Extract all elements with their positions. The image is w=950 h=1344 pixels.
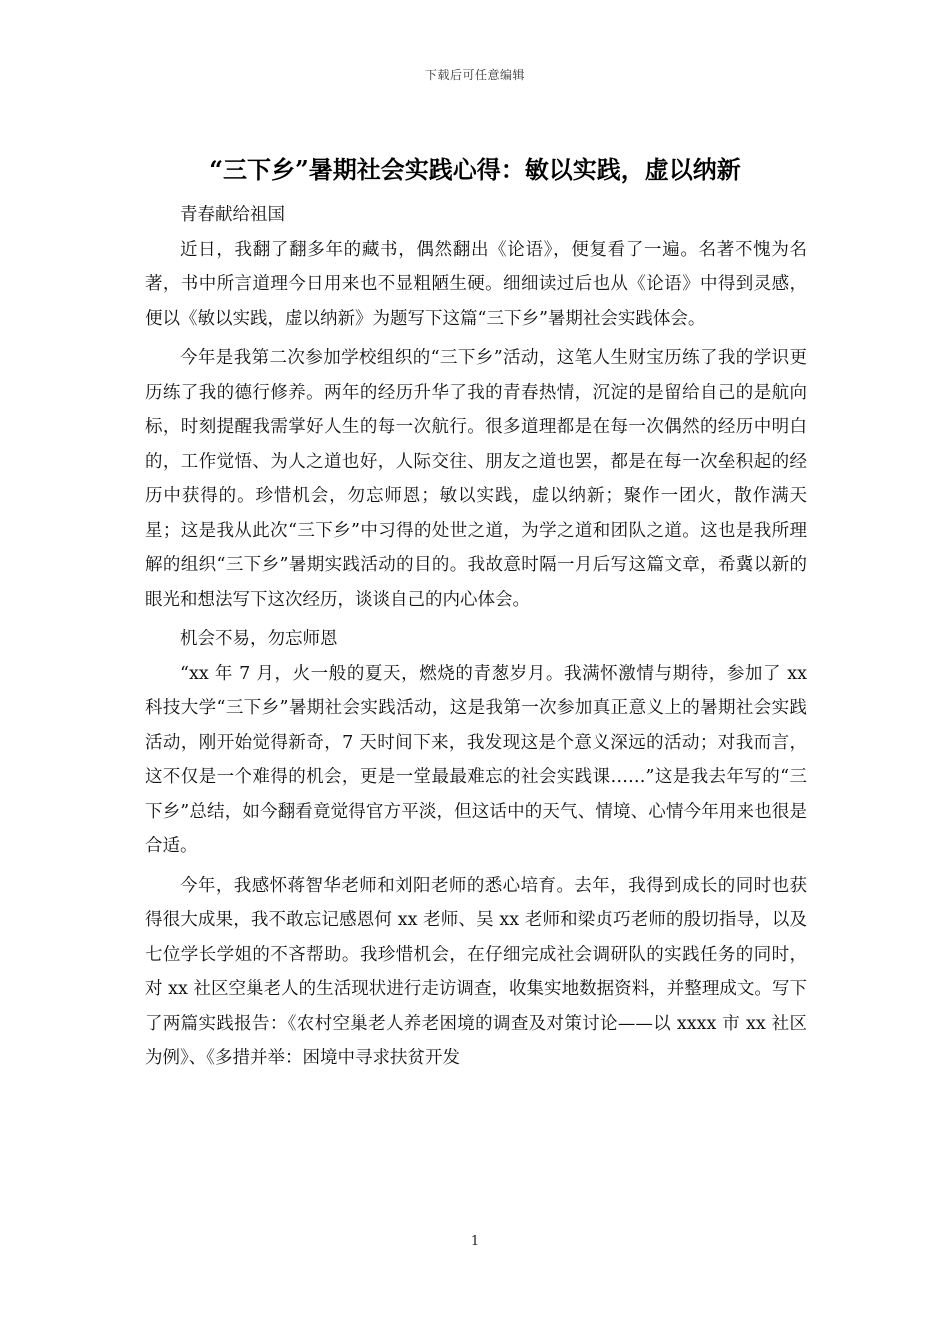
- document-title: “三下乡”暑期社会实践心得：敏以实践，虚以纳新: [209, 155, 741, 184]
- section-heading-youth: 青春献给祖国: [180, 205, 285, 225]
- paragraph-gratitude: 今年，我感怀蒋智华老师和刘阳老师的悉心培育。去年，我得到成长的同时也获得很大成果，我不敢忘记感恩何 xx 老师、吴 xx 老师和梁贞巧老师的殷切指导，以及七位学长学姐的不吝帮助。我珍惜机会，在仔细完成社会调研队的实践任务的同时，对 xx 社区空巢老人的生活现状进行走访调查，收集实地数据资料，并整理成文。写下了两篇实践报告：《农村空巢老人养老困境的调查及对策讨论——以 xxxx 市 xx 社区为例》、《多措并举：困境中寻求扶贫开发: [145, 875, 807, 1068]
- header-note: 下载后可任意编辑: [424, 68, 525, 82]
- paragraph-intro: 近日，我翻了翻多年的藏书，偶然翻出《论语》，便复看了一遍。名著不愧为名著，书中所言道理今日用来也不显粗陋生硬。细细读过后也从《论语》中得到灵感，便以《敏以实践，虚以纳新》为题写下这篇“三下乡”暑期社会实践体会。: [145, 239, 807, 329]
- paragraph-second-year: 今年是我第二次参加学校组织的“三下乡”活动，这笔人生财宝历练了我的学识更历练了我的德行修养。两年的经历升华了我的青春热情，沉淀的是留给自己的是航向标，时刻提醒我需掌好人生的每一次航行。很多道理都是在每一次偶然的经历中明白的，工作觉悟、为人之道也好，人际交往、朋友之道也罢，都是在每一次垒积起的经历中获得的。珍惜机会，勿忘师恩；敏以实践，虚以纳新；聚作一团火，散作满天星；这是我从此次“三下乡”中习得的处世之道，为学之道和团队之道。这也是我所理解的组织“三下乡”暑期实践活动的目的。我故意时隔一月后写这篇文章，希冀以新的眼光和想法写下这次经历，谈谈自己的内心体会。: [145, 348, 807, 610]
- document-body: [145, 198, 807, 1076]
- section-heading-opportunity: 机会不易，勿忘师恩: [180, 629, 338, 649]
- paragraph-last-year-summary: “xx 年 7 月，火一般的夏天，燃烧的青葱岁月。我满怀激情与期待，参加了 xx 科技大学“三下乡”暑期社会实践活动，这是我第一次参加真正意义上的暑期社会实践活动，刚开始觉得新奇，7 天时间下来，我发现这是个意义深远的活动；对我而言，这不仅是一个难得的机会，更是一堂最最难忘的社会实践课……”这是我去年写的“三下乡”总结，如今翻看竟觉得官方平淡，但这话中的天气、情境、心情今年用来也很是合适。: [145, 663, 807, 856]
- page-number: 1: [470, 1234, 480, 1249]
